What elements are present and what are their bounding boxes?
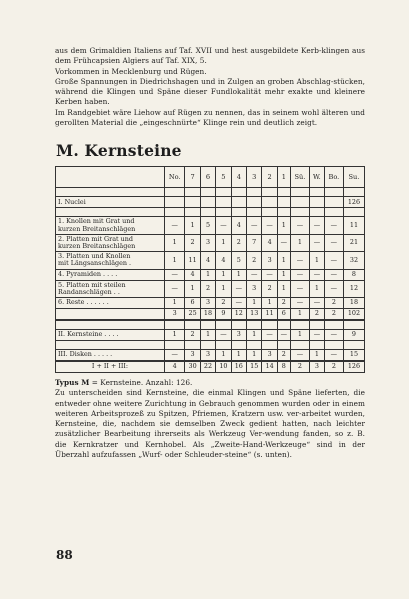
table-cell: 11 bbox=[185, 252, 200, 269]
table-cell: 18 bbox=[200, 309, 215, 321]
table-cell: 22 bbox=[200, 361, 215, 373]
table-cell: 1 bbox=[216, 234, 231, 251]
body-paragraph: Zu unterscheiden sind Kernsteine, die einmal Klingen und Späne lieferten, die entweder ohne weitere Zurichtung in Gebrauch genommen wurden oder in einem weiteren Arbeitsprozeß zu Spitzen, Pfriemen, Kratzern usw. ver-arbeitet wurden, Kernsteine, die, nachdem sie demselben Zweck gedient hatten, nach leichter zusätzlicher Bearbeitung ihrerseits als Werkzeug Ver-wendung fanden, so z. B. die Kernkratzer und Kernhobel. Als „Zweite-Hand-Werkzeuge“ sind in der Überzahl aufzufassen „Wurf- oder Schleuder-steine“ (s. unten). bbox=[55, 388, 365, 460]
table-cell: 1 bbox=[277, 269, 290, 280]
row-label-line: 4. Pyramiden . . . . bbox=[58, 269, 118, 278]
table-cell: 1 bbox=[290, 309, 309, 321]
table-cell: 14 bbox=[262, 361, 277, 373]
table-row bbox=[56, 217, 365, 234]
table-spacer bbox=[56, 188, 365, 197]
header-cell: Su. bbox=[343, 167, 364, 188]
table-cell: 4 bbox=[200, 252, 215, 269]
table-cell: 2 bbox=[324, 298, 343, 309]
table-cell: — bbox=[262, 330, 277, 341]
table-cell: 3 bbox=[262, 350, 277, 362]
table-cell: 1 bbox=[277, 280, 290, 297]
table-cell: — bbox=[216, 330, 231, 341]
table-cell: 1 bbox=[262, 298, 277, 309]
table-cell: — bbox=[324, 280, 343, 297]
table-cell: 1 bbox=[309, 280, 324, 297]
table-cell: 11 bbox=[343, 217, 364, 234]
table-cell: 11 bbox=[262, 309, 277, 321]
table-cell: 2 bbox=[247, 252, 262, 269]
table-cell: 4 bbox=[262, 234, 277, 251]
table-cell: — bbox=[324, 252, 343, 269]
row-label: II. Kernsteine . . . . bbox=[56, 330, 165, 341]
table-cell: 13 bbox=[247, 309, 262, 321]
table-cell: 3 bbox=[231, 330, 246, 341]
table-cell: 1 bbox=[165, 252, 185, 269]
table-cell: 1 bbox=[231, 269, 246, 280]
table-cell: 16 bbox=[231, 361, 246, 373]
table-cell: 6 bbox=[277, 309, 290, 321]
table-cell: 5 bbox=[231, 252, 246, 269]
table-row-kernsteine bbox=[56, 330, 365, 341]
table-row bbox=[56, 269, 365, 280]
table-row-subtotal bbox=[56, 309, 365, 321]
table-cell: 1 bbox=[309, 350, 324, 362]
table-cell: 3 bbox=[309, 361, 324, 373]
table-cell: 2 bbox=[277, 350, 290, 362]
table-cell: — bbox=[247, 269, 262, 280]
table-cell: 12 bbox=[231, 309, 246, 321]
table-cell: — bbox=[324, 330, 343, 341]
header-cell: 1 bbox=[277, 167, 290, 188]
row-label bbox=[56, 252, 165, 269]
row-label: I. Nuclei bbox=[56, 197, 165, 208]
kernsteine-table bbox=[55, 166, 365, 373]
row-label bbox=[56, 269, 165, 280]
header-cell: No. bbox=[165, 167, 185, 188]
table-cell: — bbox=[247, 217, 262, 234]
table-cell: — bbox=[290, 217, 309, 234]
table-cell: 126 bbox=[343, 361, 364, 373]
table-cell: — bbox=[290, 350, 309, 362]
typus-line bbox=[55, 378, 365, 388]
header-cell: 3 bbox=[247, 167, 262, 188]
table-cell: 2 bbox=[309, 309, 324, 321]
table-cell: 21 bbox=[343, 234, 364, 251]
table-cell: 2 bbox=[185, 234, 200, 251]
table-cell: 2 bbox=[231, 234, 246, 251]
table-cell: 1 bbox=[247, 350, 262, 362]
header-cell bbox=[56, 167, 165, 188]
row-label-line: 6. Reste . . . . . . bbox=[58, 298, 109, 307]
table-cell: — bbox=[290, 269, 309, 280]
table-cell: 12 bbox=[343, 280, 364, 297]
page-body bbox=[55, 46, 365, 460]
table-cell: 4 bbox=[165, 361, 185, 373]
table-cell: — bbox=[165, 269, 185, 280]
table-cell: — bbox=[309, 298, 324, 309]
header-cell: Sü. bbox=[290, 167, 309, 188]
table-cell: 3 bbox=[165, 309, 185, 321]
header-cell: 4 bbox=[231, 167, 246, 188]
table-spacer bbox=[56, 341, 365, 350]
table-cell: 1 bbox=[165, 298, 185, 309]
table-cell: 2 bbox=[262, 280, 277, 297]
row-label bbox=[56, 298, 165, 309]
table-cell: 1 bbox=[200, 330, 215, 341]
row-label-line: kurzen Breitanschlägen bbox=[58, 224, 136, 233]
table-spacer bbox=[56, 320, 365, 330]
table-cell: 8 bbox=[343, 269, 364, 280]
header-cell: 5 bbox=[216, 167, 231, 188]
table-row-nuclei bbox=[56, 197, 365, 208]
row-label bbox=[56, 234, 165, 251]
table-cell: — bbox=[290, 252, 309, 269]
table-cell: 1 bbox=[216, 269, 231, 280]
table-cell: 2 bbox=[324, 361, 343, 373]
table-cell: — bbox=[262, 217, 277, 234]
table-cell: — bbox=[309, 217, 324, 234]
table-header-row bbox=[56, 167, 365, 188]
table-cell: — bbox=[216, 217, 231, 234]
table-cell: — bbox=[165, 217, 185, 234]
table-cell: 32 bbox=[343, 252, 364, 269]
table-cell: 1 bbox=[309, 252, 324, 269]
table-cell: 2 bbox=[290, 361, 309, 373]
table-cell: 10 bbox=[216, 361, 231, 373]
table-cell: 5 bbox=[200, 217, 215, 234]
row-label bbox=[56, 280, 165, 297]
row-label bbox=[56, 217, 165, 234]
table-cell: 1 bbox=[216, 280, 231, 297]
table-cell: — bbox=[309, 269, 324, 280]
table-cell: — bbox=[324, 234, 343, 251]
header-cell: 2 bbox=[262, 167, 277, 188]
table-cell: 1 bbox=[247, 298, 262, 309]
table-cell: 1 bbox=[185, 280, 200, 297]
table-cell: 6 bbox=[185, 298, 200, 309]
row-label-line: 2. Platten mit Grat und bbox=[58, 234, 133, 243]
table-cell: 2 bbox=[216, 298, 231, 309]
table-cell: 1 bbox=[290, 234, 309, 251]
table-row-total bbox=[56, 361, 365, 373]
row-label-line: 3. Platten und Knollen bbox=[58, 252, 131, 261]
table-cell: 2 bbox=[324, 309, 343, 321]
table-cell: — bbox=[165, 280, 185, 297]
table-cell: 7 bbox=[247, 234, 262, 251]
table-cell: — bbox=[324, 269, 343, 280]
table-cell: 18 bbox=[343, 298, 364, 309]
table-spacer bbox=[56, 208, 365, 217]
table-cell: 4 bbox=[231, 217, 246, 234]
table-cell: 3 bbox=[200, 234, 215, 251]
table-cell: — bbox=[165, 350, 185, 362]
table-cell: — bbox=[290, 298, 309, 309]
row-label: I + II + III: bbox=[56, 361, 165, 373]
header-cell: W. bbox=[309, 167, 324, 188]
table-cell: 9 bbox=[216, 309, 231, 321]
intro-paragraph-4: Im Randgebiet wäre Liehow auf Rügen zu nennen, das in seinem wohl älteren und gerollten Material die „eingeschnürte“ Klinge rein und deutlich zeigt. bbox=[55, 107, 365, 128]
table-cell: 1 bbox=[277, 217, 290, 234]
header-cell: 7 bbox=[185, 167, 200, 188]
section-heading: M. Kernsteine bbox=[56, 141, 182, 161]
intro-paragraph-1: aus dem Grimaldien Italiens auf Taf. XVII und hest ausgebildete Kerb-klingen aus dem Frühcapsien Algiers auf Taf. XIX, 5. bbox=[55, 46, 365, 66]
table-cell: 1 bbox=[290, 330, 309, 341]
table-row-disken bbox=[56, 350, 365, 362]
table-cell: 1 bbox=[231, 350, 246, 362]
table-row bbox=[56, 280, 365, 297]
row-label-line: 5. Platten mit steilen bbox=[58, 280, 126, 289]
table-cell: 30 bbox=[185, 361, 200, 373]
header-cell: 6 bbox=[200, 167, 215, 188]
table-cell: — bbox=[309, 234, 324, 251]
table-cell: — bbox=[277, 330, 290, 341]
table-cell: 1 bbox=[165, 330, 185, 341]
table-cell: 1 bbox=[277, 252, 290, 269]
header-cell: Bo. bbox=[324, 167, 343, 188]
table-cell: 2 bbox=[185, 330, 200, 341]
table-row bbox=[56, 234, 365, 251]
intro-paragraph-3: Große Spannungen in Diedrichshagen und in Zulgen an groben Abschlag-stücken, während die Klingen und Späne dieser Fundlokalität mehr exakte und kleinere Kerben haben. bbox=[55, 76, 365, 107]
table-cell: 3 bbox=[262, 252, 277, 269]
table-cell: — bbox=[262, 269, 277, 280]
table-cell: 126 bbox=[343, 197, 364, 208]
table-cell: 3 bbox=[200, 350, 215, 362]
row-label: III. Disken . . . . . bbox=[56, 350, 165, 362]
table-cell: 9 bbox=[343, 330, 364, 341]
row-label-line: 1. Knollen mit Grat und bbox=[58, 217, 135, 226]
row-label-line: kurzen Breitanschlägen bbox=[58, 241, 136, 250]
table-row bbox=[56, 252, 365, 269]
table-cell: 4 bbox=[216, 252, 231, 269]
table-cell: — bbox=[231, 298, 246, 309]
table-cell: 1 bbox=[216, 350, 231, 362]
table-cell: 3 bbox=[185, 350, 200, 362]
after-table-text bbox=[55, 378, 365, 460]
table-cell: 3 bbox=[200, 298, 215, 309]
table-cell: 1 bbox=[247, 330, 262, 341]
table-cell: 1 bbox=[185, 217, 200, 234]
table-cell: — bbox=[324, 350, 343, 362]
table-cell: 2 bbox=[277, 298, 290, 309]
table-cell: 102 bbox=[343, 309, 364, 321]
table-row bbox=[56, 298, 365, 309]
table-cell: 8 bbox=[277, 361, 290, 373]
table-cell: 1 bbox=[200, 269, 215, 280]
table-cell: 15 bbox=[247, 361, 262, 373]
page-number: 88 bbox=[56, 548, 73, 562]
table-cell: — bbox=[231, 280, 246, 297]
table-cell: 25 bbox=[185, 309, 200, 321]
typus-label: Typus M bbox=[55, 378, 90, 387]
table-cell: 4 bbox=[185, 269, 200, 280]
row-label-line: Randanschlägen . . bbox=[58, 287, 120, 296]
table-cell: — bbox=[290, 280, 309, 297]
typus-text: = Kernsteine. Anzahl: 126. bbox=[89, 378, 193, 387]
table-cell: — bbox=[309, 330, 324, 341]
table-cell: — bbox=[277, 234, 290, 251]
table-cell: 2 bbox=[200, 280, 215, 297]
table-cell: 1 bbox=[165, 234, 185, 251]
intro-paragraph-2: Vorkommen in Mecklenburg und Rügen. bbox=[55, 66, 207, 76]
row-label-line: mit Längsanschlägen . bbox=[58, 259, 132, 268]
table-cell: 15 bbox=[343, 350, 364, 362]
table-cell: 3 bbox=[247, 280, 262, 297]
table-cell: — bbox=[324, 217, 343, 234]
